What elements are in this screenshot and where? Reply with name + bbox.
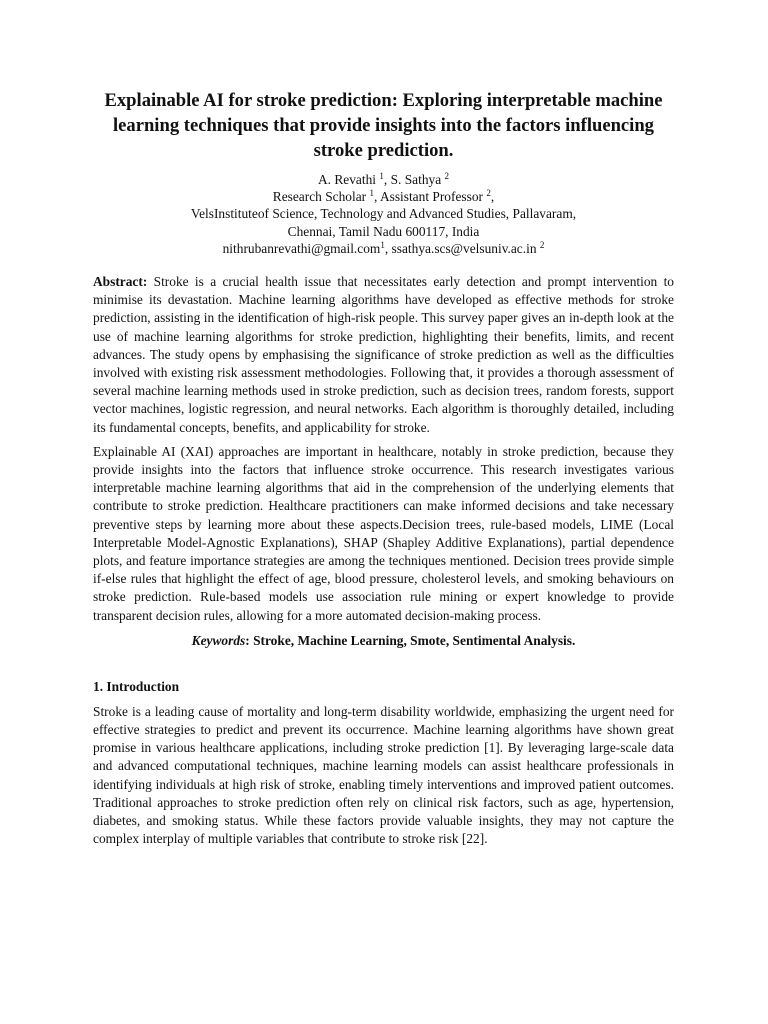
address: Chennai, Tamil Nadu 600117, India <box>287 223 480 239</box>
abstract-label: Abstract: <box>93 274 148 290</box>
email-1: nithrubanrevathi@gmail.com <box>222 240 381 256</box>
keywords-label: Keywords <box>191 632 246 648</box>
author-block <box>93 171 674 257</box>
role-end: , <box>490 189 495 205</box>
introduction-heading: 1. Introduction <box>93 678 180 694</box>
role-separator: , <box>373 189 380 205</box>
author-1-affiliation-mark: 1 <box>379 171 384 181</box>
institution: VelsInstituteof Science, Technology and Advanced Studies, Pallavaram, <box>190 206 577 222</box>
role-1: Research Scholar <box>272 189 367 205</box>
author-roles <box>93 188 674 205</box>
abstract-text: Stroke is a crucial health issue that necessitates early detection and prompt intervention to minimise its devastation. Machine learning algorithms have developed as effective methods for stroke prediction, assisting in the identification of high-risk people. This survey paper gives an in-depth look at the use of machine learning algorithms for stroke prediction, highlighting their benefits, limits, and recent advances. The study opens by emphasising the significance of stroke prediction as well as the difficulties involved with existing risk assessment methodologies. Following that, it provides a thorough assessment of several machine learning methods used in stroke prediction, such as decision trees, random forests, support vector machines, logistic regression, and neural networks. Each algorithm is thoroughly detailed, including its fundamental concepts, benefits, and applicability for stroke. <box>93 274 674 435</box>
email-separator: , <box>384 240 392 256</box>
role-2: Assistant Professor <box>379 189 483 205</box>
keywords-separator: : <box>245 632 254 648</box>
author-names <box>93 171 674 188</box>
abstract-paragraph <box>93 273 674 437</box>
paper-title: Explainable AI for stroke prediction: Exploring interpretable machine learning techniques that provide insights into the factors influencing stroke prediction. <box>104 90 663 161</box>
keywords-text: Stroke, Machine Learning, Smote, Sentimental Analysis. <box>253 632 576 648</box>
author-1-name: A. Revathi <box>317 172 376 187</box>
author-2-affiliation-mark: 2 <box>444 171 450 181</box>
xai-paragraph: Explainable AI (XAI) approaches are important in healthcare, notably in stroke prediction, because they provide insights into the factors that influence stroke occurrence. This research investigates various interpretable machine learning algorithms that aid in the comprehension of the underlying elements that contribute to stroke prediction. Healthcare practitioners can make informed decisions and take necessary preventive steps by learning more about these aspects.Decision trees, rule-based models, LIME (Local Interpretable Model-Agnostic Explanations), SHAP (Shapley Additive Explanations), partial dependence plots, and feature importance strategies are among the techniques mentioned. Decision trees provide simple if-else rules that highlight the effect of age, blood pressure, cholesterol levels, and smoking behaviours on stroke prediction. Rule-based models use association rule mining or expert knowledge to provide transparent decision rules, allowing for a more automated decision-making process. <box>93 443 674 623</box>
email-2-mark: 2 <box>539 239 545 250</box>
role-1-mark: 1 <box>369 188 374 199</box>
email-1-mark: 1 <box>380 239 385 250</box>
author-separator: , <box>383 172 391 187</box>
keywords-line <box>93 632 674 650</box>
author-2-name: S. Sathya <box>390 172 442 187</box>
introduction-paragraph: Stroke is a leading cause of mortality and long-term disability worldwide, emphasizing the urgent need for effective strategies to predict and prevent its occurrence. Machine learning algorithms have shown great promise in various healthcare applications, including stroke prediction [1]. By leveraging large-scale data and advanced computational techniques, machine learning models can assist healthcare professionals in identifying individuals at high risk of stroke, enabling timely interventions and improved patient outcomes. Traditional approaches to stroke prediction often rely on clinical risk factors, such as age, hypertension, diabetes, and smoking status. While these factors provide valuable insights, they may not capture the complex interplay of multiple variables that contribute to stroke risk [22]. <box>93 703 674 847</box>
role-2-mark: 2 <box>486 188 491 199</box>
email-2: ssathya.scs@velsuniv.ac.in <box>391 240 537 256</box>
paper-page <box>93 88 674 849</box>
author-emails <box>93 240 674 257</box>
